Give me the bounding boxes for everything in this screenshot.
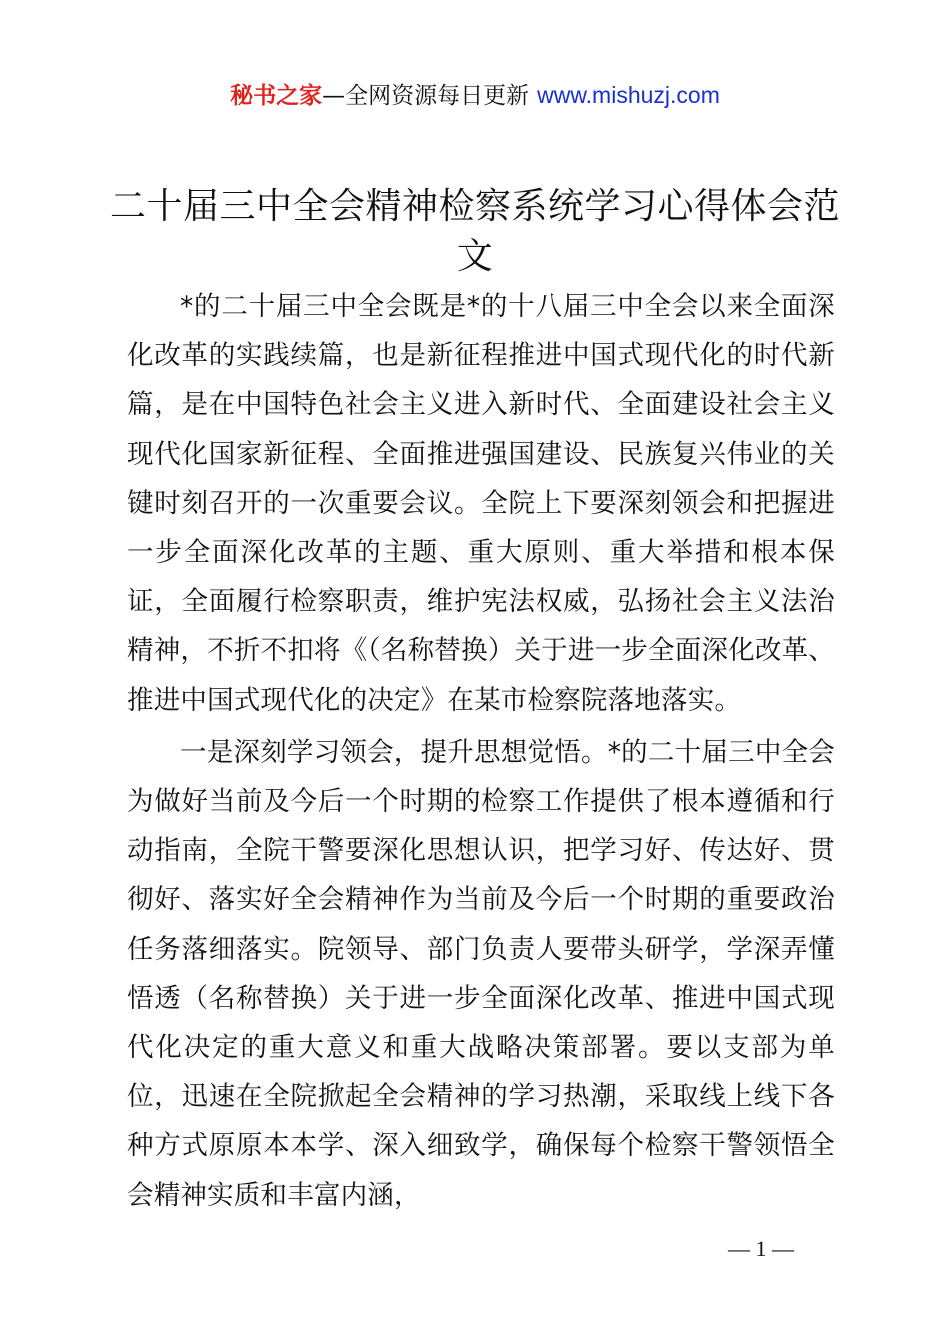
- paragraph-intro: *的二十届三中全会既是*的十八届三中全会以来全面深化改革的实践续篇，也是新征程推进中国式现代化的时代新篇，是在中国特色社会主义进入新时代、全面建设社会主义现代化国家新征程、全面推进强国建设、民族复兴伟业的关键时刻召开的一次重要会议。全院上下要深刻领会和把握进一步全面深化改革的主题、重大原则、重大举措和根本保证，全面履行检察职责，维护宪法权威，弘扬社会主义法治精神，不折不扣将《（名称替换）关于进一步全面深化改革、推进中国式现代化的决定》在某市检察院落地落实。: [127, 291, 835, 716]
- header-tagline: —全网资源每日更新: [322, 83, 530, 109]
- paragraph-point-one: 一是深刻学习领会，提升思想觉悟。*的二十届三中全会为做好当前及今后一个时期的检察工作提供了根本遵循和行动指南，全院干警要深化思想认识，把学习好、传达好、贯彻好、落实好全会精神作为当前及今后一个时期的重要政治任务落细落实。院领导、部门负责人要带头研学，学深弄懂悟透（名称替换）关于进一步全面深化改革、推进中国式现代化决定的重大意义和重大战略决策部署。要以支部为单位，迅速在全院掀起全会精神的学习热潮，采取线上线下各种方式原原本本学、深入细致学，确保每个检察干警领悟全会精神实质和丰富内涵，: [127, 736, 835, 1211]
- document-body: [127, 282, 835, 1223]
- site-header: [0, 78, 950, 113]
- page-number: — 1 —: [728, 1236, 794, 1261]
- brand-name: 秘书之家: [230, 83, 323, 109]
- site-url-link[interactable]: www.mishuzj.com: [537, 82, 720, 108]
- document-title: 二十届三中全会精神检察系统学习心得体会范文: [110, 186, 841, 277]
